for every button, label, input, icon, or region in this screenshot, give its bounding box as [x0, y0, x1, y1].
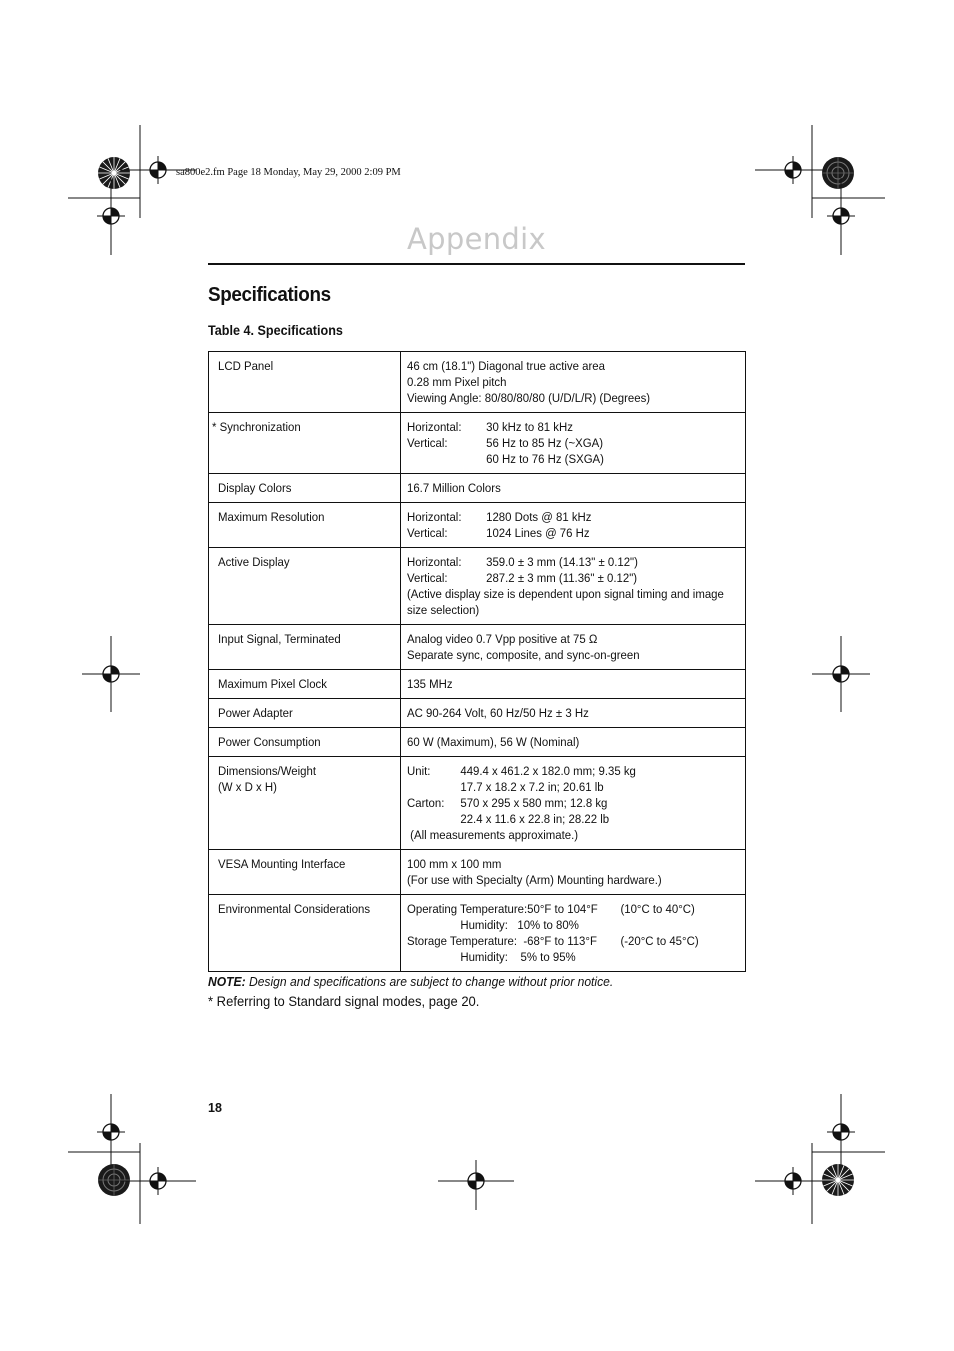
- row-value: (-20°C to 45°C): [620, 934, 699, 948]
- header-rule: [208, 263, 745, 265]
- row-label: Power Adapter: [218, 706, 293, 720]
- row-value: (For use with Specialty (Arm) Mounting hardware.): [407, 873, 662, 887]
- section-title: Specifications: [208, 283, 331, 306]
- row-label: Display Colors: [218, 481, 292, 495]
- value-key: Horizontal:: [407, 420, 462, 434]
- value-key: Horizontal:: [407, 510, 462, 524]
- row-label: Power Consumption: [218, 735, 321, 749]
- table-row: [209, 850, 746, 895]
- row-value: Storage Temperature: -68°F to 113°F: [407, 934, 597, 948]
- row-value: 359.0 ± 3 mm (14.13" ± 0.12"): [486, 555, 638, 569]
- row-label: Active Display: [218, 555, 290, 569]
- row-value: 30 kHz to 81 kHz: [486, 420, 573, 434]
- row-value: 60 W (Maximum), 56 W (Nominal): [407, 735, 580, 749]
- table-row: [209, 625, 746, 670]
- row-value: Separate sync, composite, and sync-on-green: [407, 648, 640, 662]
- row-label: Maximum Resolution: [218, 510, 325, 524]
- specifications-table: [208, 351, 746, 972]
- row-label: Maximum Pixel Clock: [218, 677, 327, 691]
- value-key: Vertical:: [407, 436, 448, 450]
- row-label: * Synchronization: [212, 420, 301, 434]
- row-value: 0.28 mm Pixel pitch: [407, 375, 507, 389]
- table-row: [209, 728, 746, 757]
- row-value: AC 90-264 Volt, 60 Hz/50 Hz ± 3 Hz: [407, 706, 589, 720]
- row-label: Environmental Considerations: [218, 902, 371, 916]
- row-value: Viewing Angle: 80/80/80/80 (U/D/L/R) (Degrees): [407, 391, 651, 405]
- row-value: 570 x 295 x 580 mm; 12.8 kg: [460, 796, 608, 810]
- table-row: [209, 548, 746, 625]
- note-label: NOTE:: [208, 974, 246, 989]
- running-head: Appendix: [407, 222, 546, 256]
- table-row: [209, 670, 746, 699]
- row-label-sub: (W x D x H): [218, 780, 277, 794]
- row-value: 1024 Lines @ 76 Hz: [486, 526, 590, 540]
- row-value: Analog video 0.7 Vpp positive at 75 Ω: [407, 632, 598, 646]
- table-caption: Table 4. Specifications: [208, 322, 343, 338]
- value-key: Carton:: [407, 796, 445, 810]
- row-value: 46 cm (18.1") Diagonal true active area: [407, 359, 605, 373]
- table-row: [209, 757, 746, 850]
- row-value: 60 Hz to 76 Hz (SXGA): [486, 452, 604, 466]
- page-number: 18: [208, 1101, 222, 1115]
- disclaimer-note: [208, 974, 613, 989]
- value-key: Vertical:: [407, 526, 448, 540]
- row-value: 287.2 ± 3 mm (11.36" ± 0.12"): [486, 571, 638, 585]
- row-value: 1280 Dots @ 81 kHz: [486, 510, 592, 524]
- row-label: LCD Panel: [218, 359, 274, 373]
- row-value: (10°C to 40°C): [620, 902, 695, 916]
- row-label: Input Signal, Terminated: [218, 632, 341, 646]
- row-value: 56 Hz to 85 Hz (~XGA): [486, 436, 604, 450]
- row-note: (All measurements approximate.): [407, 828, 579, 842]
- row-value: 17.7 x 18.2 x 7.2 in; 20.61 lb: [460, 780, 604, 794]
- row-value: 135 MHz: [407, 677, 453, 691]
- table-row: [209, 895, 746, 972]
- note-text: Design and specifications are subject to change without prior notice.: [245, 974, 614, 989]
- row-value: Operating Temperature:50°F to 104°F: [407, 902, 598, 916]
- row-note: (Active display size is dependent upon signal timing and image size selection): [407, 587, 724, 617]
- row-value: 449.4 x 461.2 x 182.0 mm; 9.35 kg: [460, 764, 636, 778]
- table-row: [209, 352, 746, 413]
- row-value: Humidity: 10% to 80%: [460, 918, 579, 932]
- row-value: 100 mm x 100 mm: [407, 857, 502, 871]
- table-row: [209, 699, 746, 728]
- table-row: [209, 474, 746, 503]
- row-label: Dimensions/Weight: [218, 764, 316, 778]
- footnote: * Referring to Standard signal modes, page 20.: [208, 993, 480, 1009]
- value-key: Horizontal:: [407, 555, 462, 569]
- value-key: Vertical:: [407, 571, 448, 585]
- table-row: [209, 413, 746, 474]
- row-value: 16.7 Million Colors: [407, 481, 501, 495]
- row-value: Humidity: 5% to 95%: [460, 950, 576, 964]
- row-value: 22.4 x 11.6 x 22.8 in; 28.22 lb: [460, 812, 610, 826]
- file-slug: sa800e2.fm Page 18 Monday, May 29, 2000 2:09 PM: [176, 167, 401, 178]
- table-row: [209, 503, 746, 548]
- row-label: VESA Mounting Interface: [218, 857, 346, 871]
- value-key: Unit:: [407, 764, 431, 778]
